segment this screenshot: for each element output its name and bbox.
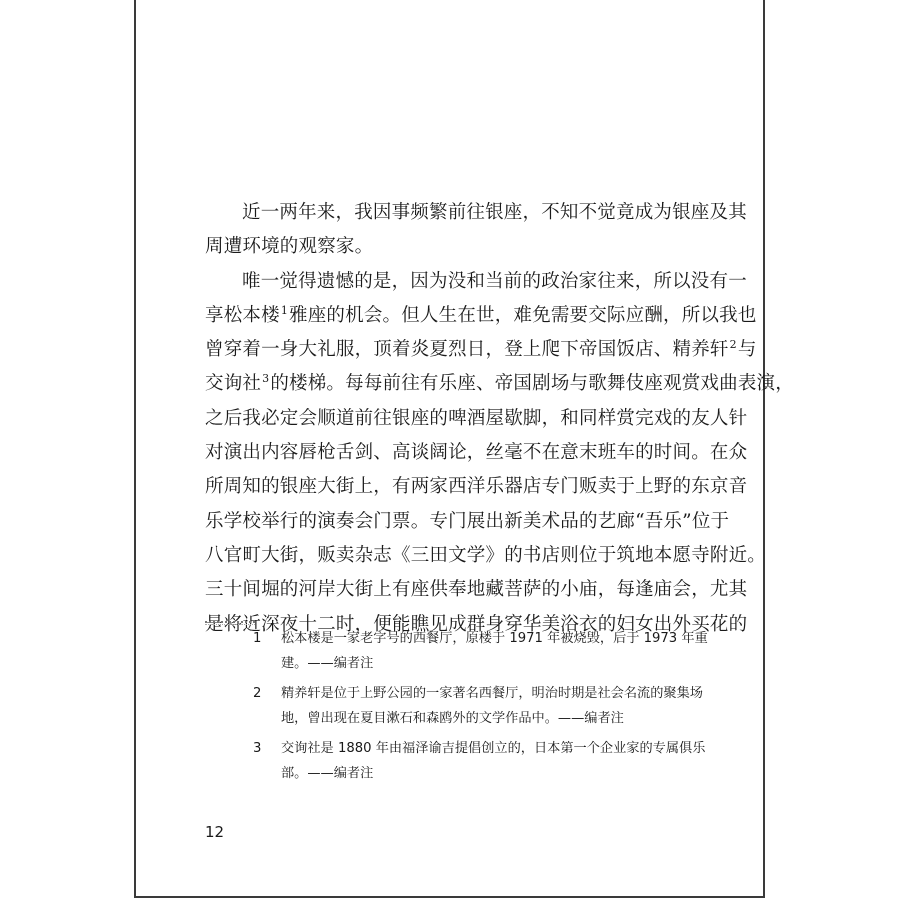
footnote-item: [253, 627, 708, 676]
footnote-text: 精养轩是位于上野公园的一家著名西餐厅，明治时期是社会名流的聚集场: [281, 686, 703, 701]
text-line: 之后我必定会顺道前往银座的啤酒屋歇脚，和同样赏完戏的友人针: [205, 407, 748, 429]
footnote-marker: 3: [262, 372, 270, 386]
text-line: 对演出内容唇枪舌剑、高谈阔论，丝毫不在意末班车的时间。在众: [205, 442, 748, 464]
text-segment: 雅座的机会。但人生在世，难免需要交际应酬，所以我也: [289, 304, 757, 326]
footnote-number: 1: [253, 631, 262, 646]
footnote-item: [253, 682, 703, 731]
footnote-text: 建。——编者注: [281, 655, 374, 671]
text-segment: 与: [737, 339, 757, 361]
text-line: [205, 367, 794, 401]
footnote-line: [253, 762, 693, 787]
main-text: [205, 196, 794, 642]
page-number: 12: [205, 823, 225, 841]
text-line: 三十间堀的河岸大街上有座供奉地藏菩萨的小庙，每逢庙会，尤其: [205, 579, 748, 601]
footnote-line: [253, 652, 693, 677]
text-segment: 享松本楼: [205, 304, 280, 326]
text-line: 是将近深夜十二时，便能瞧见成群身穿华美浴衣的妇女出外买花的: [205, 613, 748, 635]
footnote-number: 3: [253, 741, 262, 756]
footnote-text: 地，曾出现在夏目漱石和森鸥外的文学作品中。——编者注: [281, 710, 624, 726]
footnote-text: 部。——编者注: [281, 765, 374, 781]
footnote-text: 松本楼是一家老字号的西餐厅，原楼于 1971 年被烧毁，后于 1973 年重: [281, 631, 708, 646]
text-line: 唯一觉得遗憾的是，因为没和当前的政治家往来，所以没有一: [242, 270, 747, 292]
footnotes: [253, 627, 708, 786]
footnote-line: [253, 737, 706, 762]
footnote-divider: [205, 621, 255, 623]
footnote-line: [253, 627, 708, 652]
text-line: 乐学校举行的演奏会门票。专门展出新美术品的艺廊“吾乐”位于: [205, 510, 730, 532]
footnote-line: [253, 682, 703, 707]
text-segment: 的楼梯。每每前往有乐座、帝国剧场与歌舞伎座观赏戏曲表演，: [270, 373, 794, 395]
text-line: [205, 299, 757, 333]
footnote-line: [253, 707, 693, 732]
text-line: 八官町大街，贩卖杂志《三田文学》的书店则位于筑地本愿寺附近。: [205, 544, 767, 566]
text-line: 近一两年来，我因事频繁前往银座，不知不觉竟成为银座及其: [242, 202, 747, 223]
footnote-item: [253, 737, 706, 786]
text-line: 周遭环境的观察家。: [205, 236, 374, 258]
footnote-marker: 1: [280, 303, 289, 317]
footnote-marker: 2: [729, 338, 737, 352]
text-segment: 交询社: [205, 373, 262, 395]
text-line: 所周知的银座大街上，有两家西洋乐器店专门贩卖于上野的东京音: [205, 476, 748, 498]
text-line: [205, 333, 757, 367]
text-segment: 曾穿着一身大礼服，顶着炎夏烈日，登上爬下帝国饭店、精养轩: [205, 339, 729, 361]
footnote-text: 交询社是 1880 年由福泽谕吉提倡创立的，日本第一个企业家的专属俱乐: [281, 741, 706, 756]
footnote-number: 2: [253, 686, 262, 701]
